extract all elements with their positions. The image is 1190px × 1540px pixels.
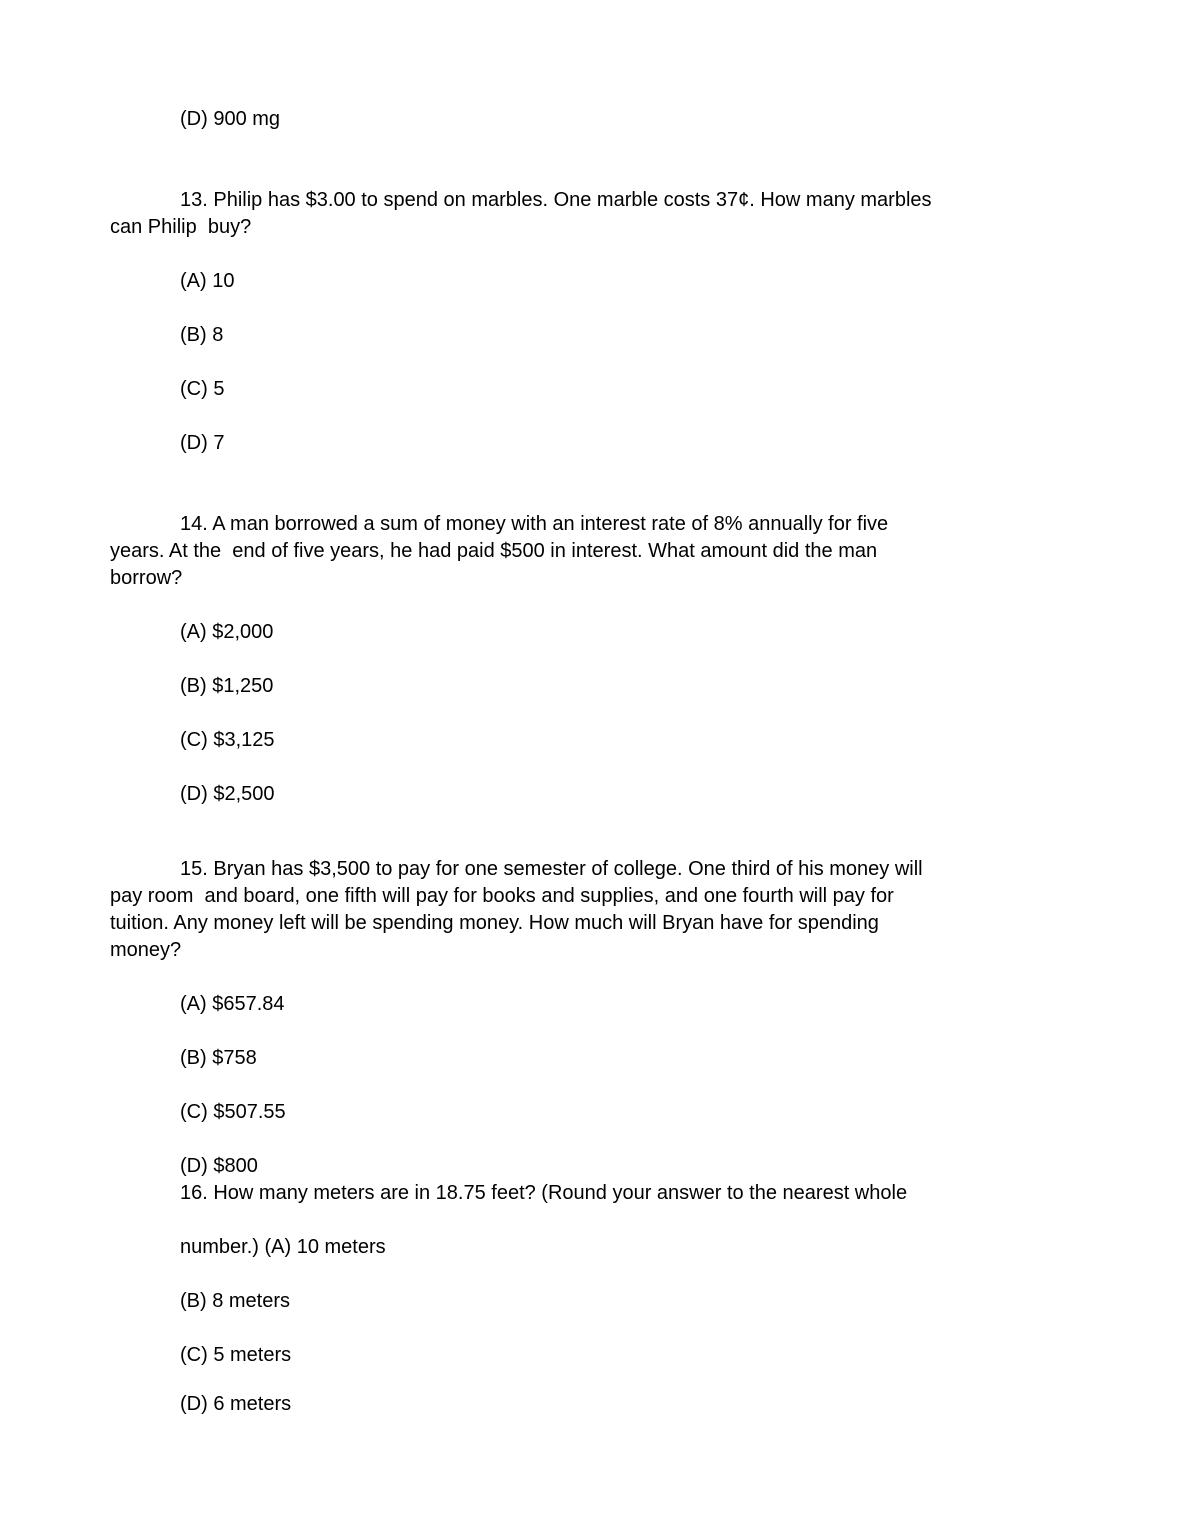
q13-option-a: (A) 10 [180,270,235,292]
q12-option-d: (D) 900 mg [180,108,281,130]
q14-text-line-2: years. At the end of five years, he had paid $500 in interest. What amount did the man [110,540,878,562]
q15-text-line-4: money? [110,939,182,961]
q16-option-d: (D) 6 meters [180,1393,292,1415]
q14-text-line-3: borrow? [110,567,183,589]
q16-option-a: number.) (A) 10 meters [180,1236,386,1258]
q15-option-d: (D) $800 [180,1155,258,1177]
q13-text-line-1: 13. Philip has $3.00 to spend on marbles. One marble costs 37¢. How many marbles [180,189,932,211]
q15-option-b: (B) $758 [180,1047,257,1069]
q13-option-d: (D) 7 [180,432,225,454]
q15-text-line-2: pay room and board, one fifth will pay for books and supplies, and one fourth will pay for [110,885,894,907]
q15-option-a: (A) $657.84 [180,993,285,1015]
q16-text-line-1: 16. How many meters are in 18.75 feet? (Round your answer to the nearest whole [180,1182,908,1204]
q14-option-d: (D) $2,500 [180,783,275,805]
q16-option-c: (C) 5 meters [180,1344,292,1366]
q13-option-c: (C) 5 [180,378,225,400]
q14-option-c: (C) $3,125 [180,729,275,751]
q15-option-c: (C) $507.55 [180,1101,286,1123]
q16-option-b: (B) 8 meters [180,1290,291,1312]
q14-option-b: (B) $1,250 [180,675,274,697]
q14-option-a: (A) $2,000 [180,621,274,643]
q15-text-line-1: 15. Bryan has $3,500 to pay for one semester of college. One third of his money will [180,858,923,880]
q15-text-line-3: tuition. Any money left will be spending money. How much will Bryan have for spending [110,912,879,934]
q14-text-line-1: 14. A man borrowed a sum of money with an interest rate of 8% annually for five [180,513,889,535]
q13-text-line-2: can Philip buy? [110,216,252,238]
q13-option-b: (B) 8 [180,324,224,346]
